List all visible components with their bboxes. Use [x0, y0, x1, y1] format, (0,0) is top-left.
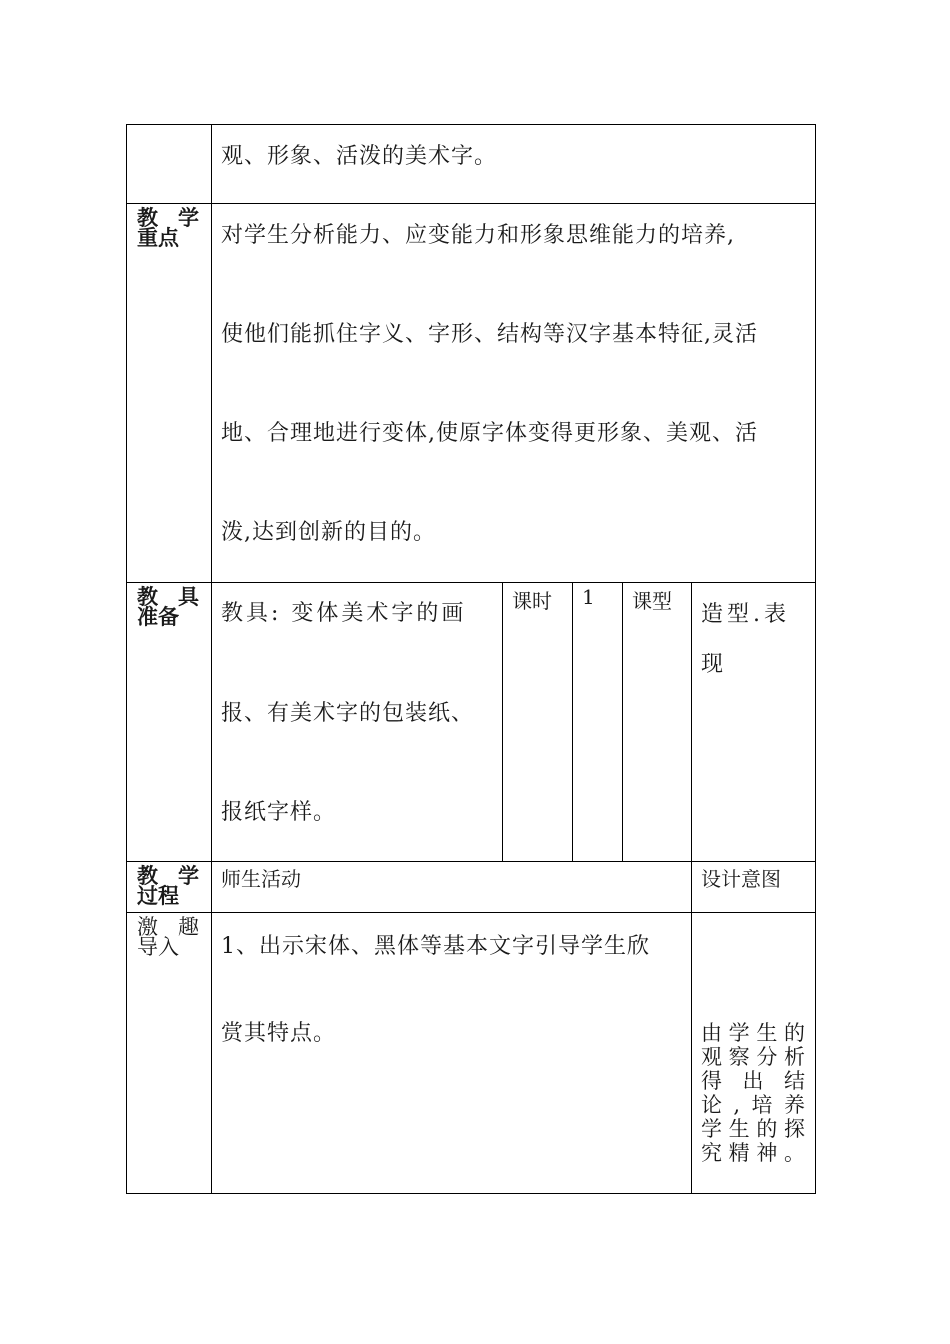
table-border-top — [126, 124, 816, 125]
intent-header: 设计意图 — [701, 867, 781, 891]
period-value: 1 — [582, 585, 595, 609]
row-divider — [126, 861, 816, 862]
intro-line: 1、出示宋体、黑体等基本文字引导学生欣 — [221, 934, 650, 959]
tools-line: 报纸字样。 — [221, 800, 337, 825]
table-border-bottom — [126, 1193, 816, 1194]
focus-line: 使他们能抓住字义、字形、结构等汉字基本特征,灵活 — [221, 322, 758, 347]
focus-line: 泼,达到创新的目的。 — [221, 520, 436, 545]
column-divider — [691, 582, 692, 1194]
intro-label: 激 趣 导入 — [137, 915, 199, 959]
type-value: 造型.表 — [701, 602, 790, 627]
period-label: 课时 — [512, 589, 552, 613]
objective-text: 观、形象、活泼的美术字。 — [221, 144, 498, 169]
type-value: 现 — [701, 652, 725, 677]
column-divider — [211, 124, 212, 1194]
column-divider — [572, 582, 573, 862]
table-border-right — [815, 124, 816, 1194]
intro-intent: 由学生的 观察分析 得出结 论,培养 学生的探 究精神。 — [701, 1021, 805, 1165]
focus-line: 对学生分析能力、应变能力和形象思维能力的培养, — [221, 223, 735, 248]
process-label: 教 学 过程 — [137, 863, 199, 908]
intro-line: 赏其特点。 — [221, 1021, 337, 1046]
row-divider — [126, 203, 816, 204]
tools-line: 教具: 变体美术字的画 — [221, 601, 467, 626]
focus-line: 地、合理地进行变体,使原字体变得更形象、美观、活 — [221, 421, 758, 446]
tools-line: 报、有美术字的包装纸、 — [221, 701, 475, 726]
table-border-left — [126, 124, 127, 1194]
activity-header: 师生活动 — [221, 867, 301, 891]
focus-label: 教 学 重点 — [137, 205, 199, 250]
column-divider — [502, 582, 503, 862]
tools-label: 教 具 准备 — [137, 584, 199, 629]
type-label: 课型 — [632, 589, 672, 613]
column-divider — [622, 582, 623, 862]
row-divider — [126, 912, 816, 913]
row-divider — [126, 582, 816, 583]
